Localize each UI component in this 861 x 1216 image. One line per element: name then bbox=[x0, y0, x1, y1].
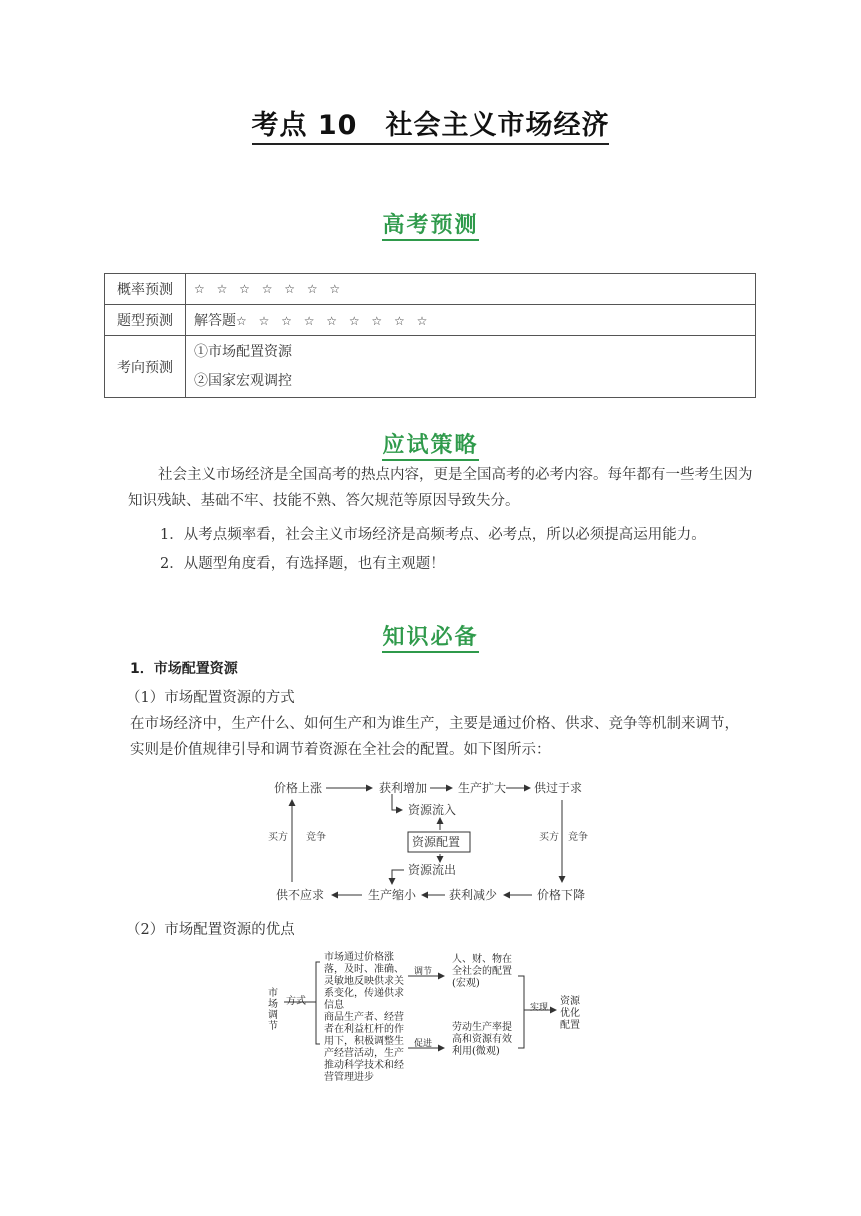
table-row bbox=[105, 305, 756, 336]
list-item: ②国家宏观调控 bbox=[194, 372, 292, 389]
node-price-down: 价格下降 bbox=[537, 888, 586, 902]
market-advantages-diagram bbox=[262, 948, 602, 1098]
node-outflow: 资源流出 bbox=[408, 863, 457, 877]
node-profit-lever: 商品生产者、经营者在利益杠杆的作用下，积极调整生产经营活动，生产推动科学技术和经营管理进步 bbox=[324, 1012, 404, 1083]
node-price-up: 价格上涨 bbox=[274, 781, 323, 795]
prediction-table bbox=[104, 273, 756, 398]
strategy-point-1: 1．从考点频率看，社会主义市场经济是高频考点、必考点，所以必须提高运用能力。 bbox=[160, 527, 706, 543]
list-item: ①市场配置资源 bbox=[194, 343, 292, 360]
node-macro-allocation: 人、财、物在全社会的配置(宏观) bbox=[452, 954, 512, 989]
row-label: 考向预测 bbox=[105, 336, 186, 398]
knowledge-heading: 1．市场配置资源 bbox=[130, 661, 238, 677]
label-buyer-left: 买方 bbox=[268, 832, 288, 843]
strategy-point-2: 2．从题型角度看，有选择题，也有主观题！ bbox=[160, 556, 445, 572]
row-value: 解答题☆ ☆ ☆ ☆ ☆ ☆ ☆ ☆ ☆ bbox=[186, 305, 756, 336]
table-row bbox=[105, 336, 756, 398]
node-market-regulation: 市场调节 bbox=[268, 988, 278, 1032]
knowledge-body: 在市场经济中，生产什么、如何生产和为谁生产，主要是通过价格、供求、竞争等机制来调节，实则是价值规律引导和调节着资源在全社会的配置。如下图所示： bbox=[130, 716, 739, 758]
strategy-intro: 社会主义市场经济是全国高考的热点内容，更是全国高考的必考内容。每年都有一些考生因为知识残缺、基础不牢、技能不熟、答欠规范等原因导致失分。 bbox=[128, 467, 753, 509]
table-row bbox=[105, 274, 756, 305]
label-method: 方式 bbox=[286, 996, 306, 1007]
subheading-method: （1）市场配置资源的方式 bbox=[126, 690, 295, 706]
row-value bbox=[186, 336, 756, 398]
section-title-strategy: 应试策略 bbox=[0, 428, 861, 459]
label-compete-right: 竞争 bbox=[568, 832, 588, 843]
row-label: 概率预测 bbox=[105, 274, 186, 305]
node-supply-exceeds: 供过于求 bbox=[534, 781, 583, 795]
page-title: 考点 10 社会主义市场经济 bbox=[0, 103, 861, 142]
subheading-advantages: （2）市场配置资源的优点 bbox=[126, 922, 295, 938]
section-title-forecast: 高考预测 bbox=[0, 208, 861, 239]
node-production-up: 生产扩大 bbox=[458, 781, 507, 795]
row-label: 题型预测 bbox=[105, 305, 186, 336]
node-shortage: 供不应求 bbox=[276, 888, 325, 902]
node-optimized-allocation: 资源优化配置 bbox=[560, 996, 580, 1031]
node-profit-up: 获利增加 bbox=[379, 781, 428, 795]
node-allocation: 资源配置 bbox=[412, 835, 461, 849]
section-title-knowledge: 知识必备 bbox=[0, 620, 861, 651]
node-profit-down: 获利减少 bbox=[449, 888, 498, 902]
node-micro-efficiency: 劳动生产率提高和资源有效利用(微观) bbox=[452, 1022, 512, 1057]
label-compete-left: 竞争 bbox=[306, 832, 326, 843]
node-inflow: 资源流入 bbox=[408, 803, 457, 817]
label-realize: 实现 bbox=[530, 1003, 549, 1013]
row-value: ☆ ☆ ☆ ☆ ☆ ☆ ☆ bbox=[186, 274, 756, 305]
label-regulate: 调节 bbox=[414, 967, 433, 977]
label-promote: 促进 bbox=[414, 1039, 433, 1049]
node-production-down: 生产缩小 bbox=[368, 888, 417, 902]
node-price-signal: 市场通过价格涨落，及时、准确、灵敏地反映供求关系变化，传递供求信息 bbox=[324, 952, 404, 1011]
label-buyer-right: 买方 bbox=[539, 832, 559, 843]
market-cycle-diagram bbox=[262, 772, 602, 908]
